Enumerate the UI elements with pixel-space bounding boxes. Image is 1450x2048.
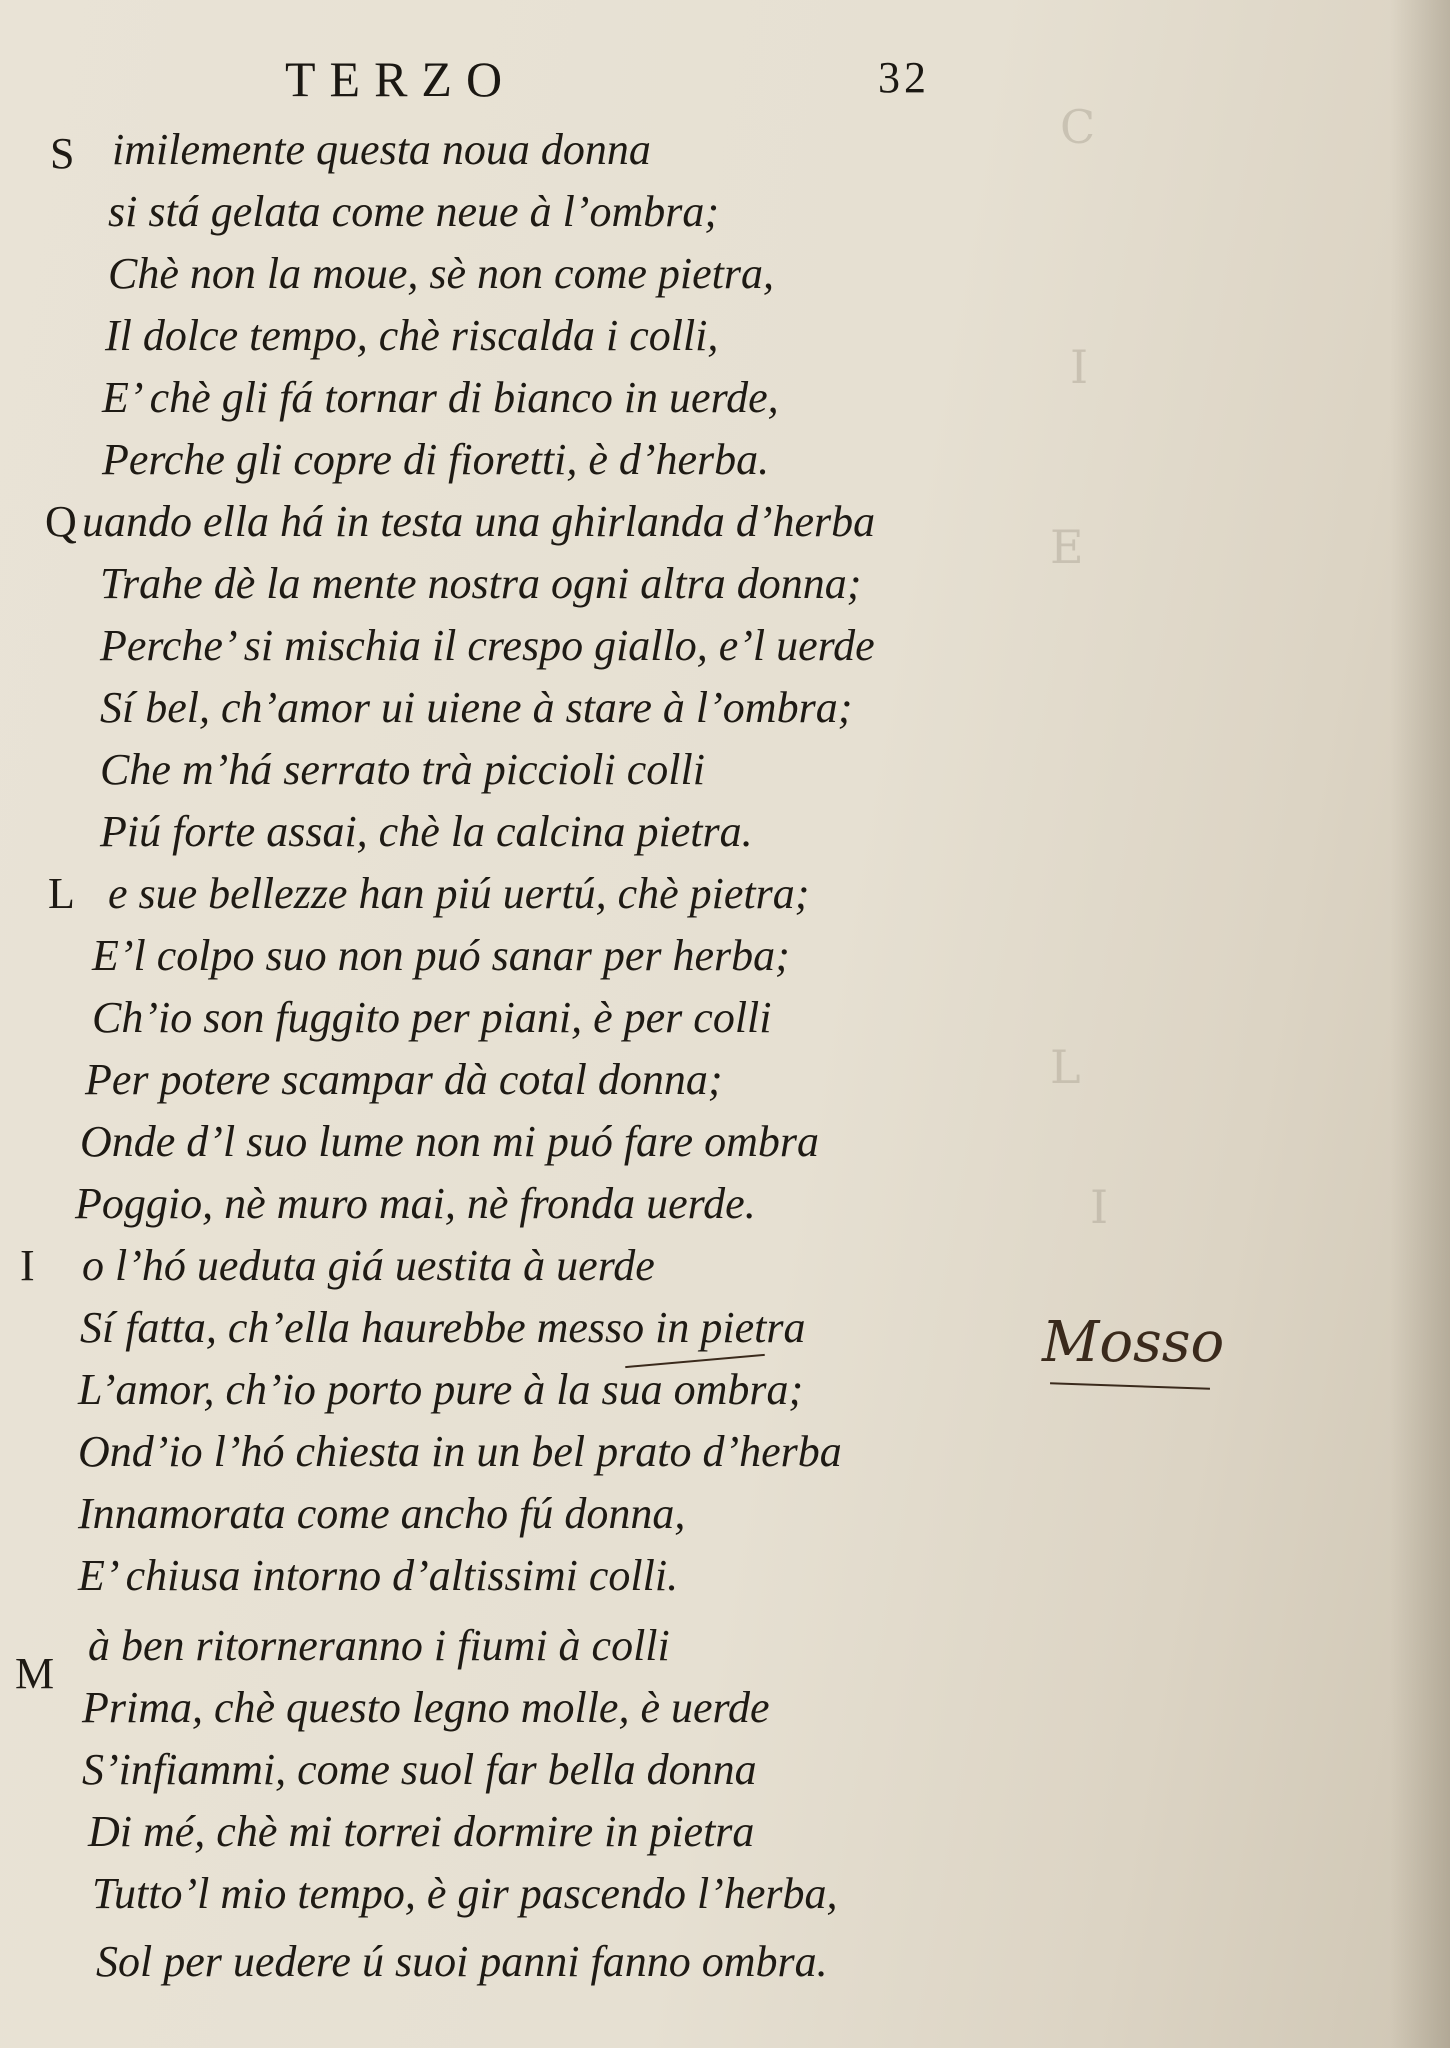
verse-line: Innamorata come ancho fú donna, (78, 1489, 686, 1538)
verse-line: E’ chè gli fá tornar di bianco in uerde, (102, 373, 779, 422)
verse-line: Tutto’l mio tempo, è gir pascendo l’herba, (92, 1869, 838, 1918)
running-head: TERZO (285, 51, 517, 107)
stanza-initial: M (15, 1649, 55, 1698)
verse-line: Trahe dè la mente nostra ogni altra donna; (100, 559, 862, 608)
verse-line: Che m’há serrato trà piccioli colli (100, 745, 705, 794)
verse-line: E’ chiusa intorno d’altissimi colli. (78, 1551, 679, 1600)
verse-line: E’l colpo suo non puó sanar per herba; (92, 931, 790, 980)
verse-line: uando ella há in testa una ghirlanda d’herba (82, 497, 876, 546)
stanza-initial: L (48, 869, 75, 918)
stanza-initial: Q (45, 497, 77, 546)
verse-line: L’amor, ch’io porto pure à la sua ombra; (78, 1365, 804, 1414)
verse-line: o l’hó ueduta giá uestita à uerde (82, 1241, 655, 1290)
verse-line: Il dolce tempo, chè riscalda i colli, (105, 311, 719, 360)
verse-line: Sí bel, ch’amor ui uiene à stare à l’ombra; (100, 683, 853, 732)
verse-line: imilemente questa noua donna (112, 125, 651, 174)
page-number: 32 (878, 53, 930, 102)
verse-line: Poggio, nè muro mai, nè fronda uerde. (75, 1179, 756, 1228)
marginal-note: Mosso (1042, 1310, 1225, 1375)
verse-line: Piú forte assai, chè la calcina pietra. (100, 807, 753, 856)
verse-line: Chè non la moue, sè non come pietra, (108, 249, 774, 298)
verse-line: Onde d’l suo lume non mi puó fare ombra (80, 1117, 819, 1166)
verse-line: Ch’io son fuggito per piani, è per colli (92, 993, 772, 1042)
verse-line: si stá gelata come neue à l’ombra; (108, 187, 719, 236)
verse-line: Sol per uedere ú suoi panni fanno ombra. (96, 1937, 828, 1986)
verse-line: Per potere scampar dà cotal donna; (85, 1055, 723, 1104)
verse-line: Ond’io l’hó chiesta in un bel prato d’herba (78, 1427, 842, 1476)
page-shadow (1390, 0, 1450, 2048)
verse-line: S’infiammi, come suol far bella donna (82, 1745, 757, 1794)
verse-line: à ben ritorneranno i fiumi à colli (88, 1621, 670, 1670)
verse-line: Perche gli copre di fioretti, è d’herba. (102, 435, 770, 484)
verse-line: Perche’ si mischia il crespo giallo, e’l uerde (100, 621, 875, 670)
verse-line: Di mé, chè mi torrei dormire in pietra (88, 1807, 755, 1856)
verse-line: Sí fatta, ch’ella haurebbe messo in pietra (80, 1303, 806, 1352)
verse-line: e sue bellezze han piú uertú, chè pietra; (108, 869, 810, 918)
stanza-initial: I (20, 1241, 35, 1290)
stanza-initial: S (50, 129, 75, 178)
verse-line: Prima, chè questo legno molle, è uerde (82, 1683, 770, 1732)
show-through-text: C I E L I (1050, 100, 1109, 1234)
